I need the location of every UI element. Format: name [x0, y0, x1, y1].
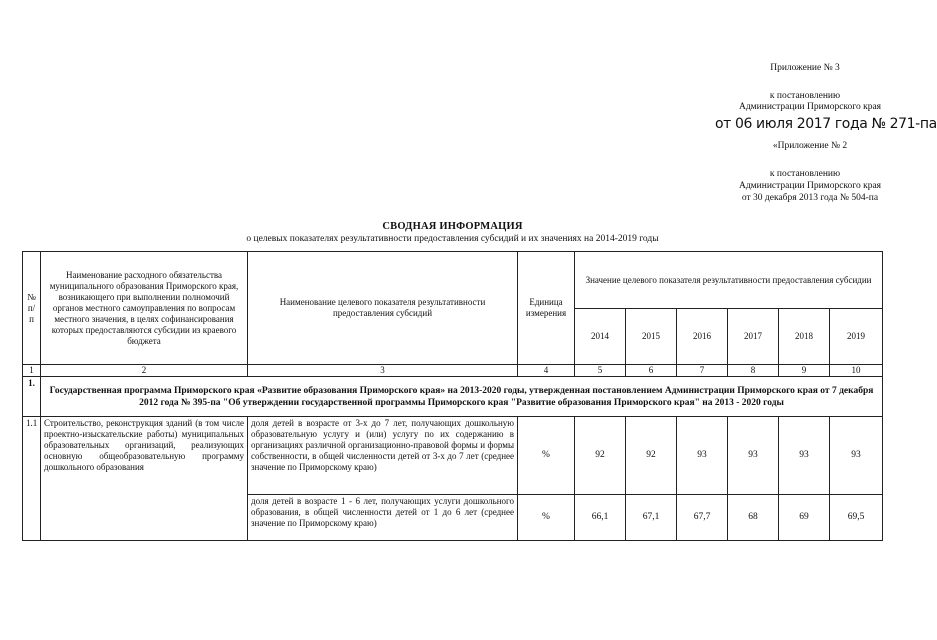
column-number: 6: [626, 365, 677, 377]
indicator-cell: доля детей в возрасте 1 - 6 лет, получающих услуги дошкольного образования, в общей численности детей от 1 до 6 лет (среднее значение по Приморскому краю): [248, 495, 518, 541]
column-number: 7: [677, 365, 728, 377]
indicator-cell: доля детей в возрасте от 3-х до 7 лет, получающих дошкольную образовательную услугу и (или) услугу по их содержанию в организациях различной организационно-правовой формы и формы собственности, в общей численности детей от 3-х до 7 лет (среднее значение по Приморскому краю): [248, 417, 518, 495]
header-indicator: Наименование целевого показателя результативности предоставления субсидий: [248, 252, 518, 365]
unit-cell: %: [518, 495, 575, 541]
document-subtitle: о целевых показателях результативности предоставления субсидий и их значениях на 2014-2019 годы: [246, 234, 659, 244]
administration-label-2: Администрации Приморского края: [738, 181, 882, 191]
program-row: [23, 377, 883, 417]
value-cell: 69,5: [830, 495, 883, 541]
document-title: СВОДНАЯ ИНФОРМАЦИЯ: [382, 221, 523, 232]
value-cell: 93: [728, 417, 779, 495]
header-values-group: Значение целевого показателя результативности предоставления субсидии: [575, 252, 883, 309]
column-number: 1: [23, 365, 41, 377]
unit-cell: %: [518, 417, 575, 495]
value-cell: 66,1: [575, 495, 626, 541]
header-unit: Единица измерения: [518, 252, 575, 365]
value-cell: 67,1: [626, 495, 677, 541]
resolution-date-2: от 30 декабря 2013 года № 504-па: [741, 193, 879, 203]
value-cell: 93: [779, 417, 830, 495]
column-number: 4: [518, 365, 575, 377]
appendix-3-label: Приложение № 3: [770, 63, 840, 73]
row-num: 1.1: [23, 417, 41, 541]
column-numbers-row: [23, 365, 883, 377]
header-year: 2019: [830, 309, 883, 365]
column-number: 3: [248, 365, 518, 377]
header-year: 2018: [779, 309, 830, 365]
to-resolution-label: к постановлению: [769, 91, 841, 101]
header-obligation: Наименование расходного обязательства муниципального образования Приморского края, возникающего при выполнении полномочий органов местного самоуправления по вопросам местного значения, в целях софинансирования которых предоставляются субсидии из краевого бюджета: [41, 252, 248, 365]
program-title: Государственная программа Приморского края «Развитие образования Приморского края» на 2013-2020 годы, утвержденная постановлением Администрации Приморского края от 7 декабря 2012 года № 395-па "Об утверждении государственной программы Приморского края "Развитие образования Приморского края" на 2013 - 2020 годы: [41, 377, 883, 417]
header-year: 2015: [626, 309, 677, 365]
appendix-2-label: «Приложение № 2: [772, 141, 848, 151]
header-year: 2017: [728, 309, 779, 365]
indicators-table: [22, 251, 883, 541]
value-cell: 92: [575, 417, 626, 495]
column-number: 2: [41, 365, 248, 377]
table-header-row: [23, 252, 883, 309]
program-num: 1.: [23, 377, 41, 417]
value-cell: 92: [626, 417, 677, 495]
header-year: 2016: [677, 309, 728, 365]
to-resolution-label-2: к постановлению: [769, 169, 841, 179]
header-num: № п/п: [23, 252, 41, 365]
column-number: 8: [728, 365, 779, 377]
column-number: 10: [830, 365, 883, 377]
resolution-date-stamp: от 06 июля 2017 года № 271-па: [715, 116, 937, 132]
obligation-cell: Строительство, реконструкция зданий (в том числе проектно-изыскательские работы) муниципальных образовательных организаций, реализующих основную общеобразовательную программу дошкольного образования: [41, 417, 248, 541]
table-row: [23, 417, 883, 495]
administration-label: Администрации Приморского края: [738, 102, 882, 112]
column-number: 9: [779, 365, 830, 377]
value-cell: 69: [779, 495, 830, 541]
column-number: 5: [575, 365, 626, 377]
header-year: 2014: [575, 309, 626, 365]
value-cell: 68: [728, 495, 779, 541]
value-cell: 67,7: [677, 495, 728, 541]
value-cell: 93: [677, 417, 728, 495]
value-cell: 93: [830, 417, 883, 495]
